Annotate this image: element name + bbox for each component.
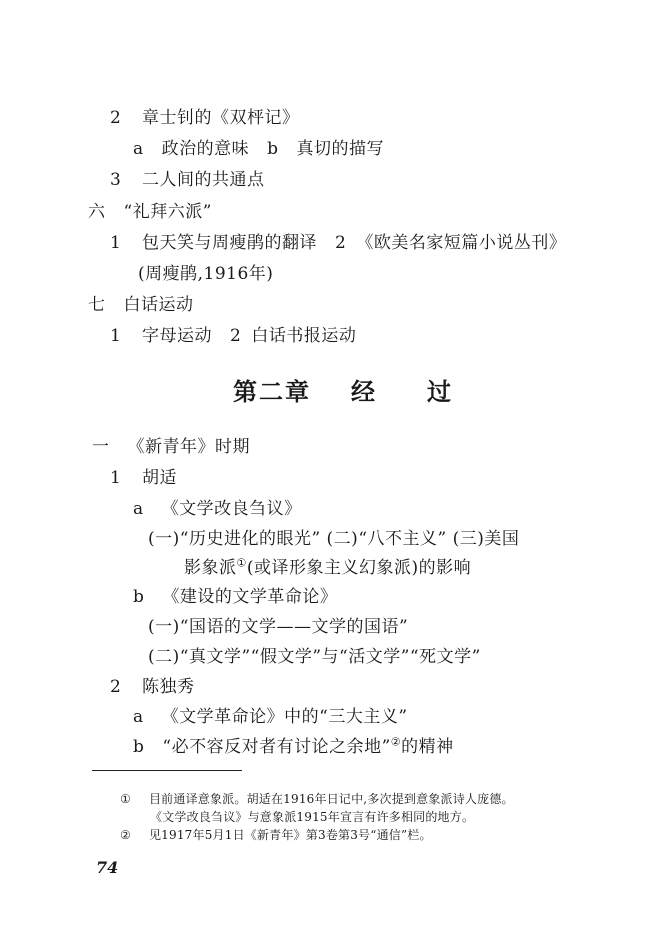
item-text: 《欧美名家短篇小说丛刊》	[356, 233, 567, 253]
chapter-subitem-a-detail-cont	[184, 553, 471, 578]
outline-section-7	[88, 290, 194, 315]
chapter-subitem-chen-a	[133, 702, 408, 727]
chapter-number: 第二章	[233, 377, 311, 406]
item-letter: a	[133, 139, 144, 159]
item-text: (或译形象主义幻象派)的影响	[246, 558, 472, 578]
footnote-2	[120, 826, 432, 843]
outline-item-6-continuation	[138, 259, 273, 284]
item-number: 2	[110, 677, 122, 697]
section-text: 白话运动	[123, 295, 194, 315]
outline-subitems-a-b	[133, 134, 384, 159]
item-text: 《文学革命论》中的“三大主义”	[161, 707, 408, 727]
item-number: 2	[110, 108, 122, 128]
item-text: 字母运动	[142, 326, 212, 346]
footnote-text: 《文学改良刍议》与意象派1915年宣言有许多相同的地方。	[150, 810, 475, 824]
item-number: 1	[110, 233, 122, 253]
outline-item-3	[110, 165, 265, 190]
footnote-1	[120, 790, 514, 807]
item-text: 包天笑与周瘦鹃的翻译	[142, 233, 317, 253]
item-number: 1	[110, 326, 122, 346]
footnote-text: 见1917年5月1日《新青年》第3卷第3号“通信”栏。	[148, 828, 432, 842]
item-text: 章士钊的《双枰记》	[142, 108, 300, 128]
section-text: 《新青年》时期	[127, 437, 250, 457]
chapter-subitem-b	[133, 582, 337, 607]
item-number: 2	[335, 233, 347, 253]
page-number: 74	[96, 858, 119, 877]
item-text: 二人间的共通点	[142, 170, 265, 190]
item-text: 的精神	[401, 737, 454, 757]
section-number: 七	[88, 295, 106, 315]
item-letter: a	[133, 499, 144, 519]
footnote-mark: ①	[120, 792, 131, 806]
footnote-text: 目前通译意象派。胡适在1916年日记中,多次提到意象派诗人庞德。	[148, 792, 514, 806]
item-text: (二)“真文学”“假文学”与“活文学”“死文学”	[148, 647, 481, 667]
item-text: 白话书报运动	[251, 326, 357, 346]
item-text: 政治的意味	[161, 139, 250, 159]
chapter-title-char: 过	[427, 377, 453, 406]
section-number: 一	[92, 437, 110, 457]
chapter-title-char: 经	[351, 377, 377, 406]
outline-item-2	[110, 103, 300, 128]
chapter-item-chen-duxiu	[110, 672, 195, 697]
item-text: (周瘦鹃,1916年)	[138, 264, 274, 284]
item-number: 3	[110, 170, 122, 190]
item-text: “必不容反对者有讨论之余地”	[162, 737, 391, 757]
section-text: “礼拜六派”	[123, 202, 212, 222]
item-text: 真切的描写	[296, 139, 385, 159]
item-letter: b	[133, 587, 145, 607]
footnote-1-continuation	[150, 808, 474, 825]
item-text: 《建设的文学革命论》	[162, 587, 338, 607]
item-text: 影象派	[184, 558, 237, 578]
item-letter: b	[267, 139, 279, 159]
footnote-divider	[92, 770, 242, 771]
chapter-subitem-b-detail-1	[148, 612, 408, 637]
section-number: 六	[88, 202, 106, 222]
item-text: 陈独秀	[142, 677, 195, 697]
item-letter: b	[133, 737, 145, 757]
chapter-item-hu-shi	[110, 463, 177, 488]
chapter-section-1	[92, 432, 250, 457]
item-text: (一)“历史进化的眼光” (二)“八不主义” (三)美国	[148, 529, 520, 549]
outline-section-6	[88, 197, 212, 222]
footnote-mark: ②	[390, 735, 402, 749]
item-text: 胡适	[142, 468, 177, 488]
item-text: (一)“国语的文学——文学的国语”	[148, 617, 409, 637]
item-letter: a	[133, 707, 144, 727]
chapter-subitem-b-detail-2	[148, 642, 481, 667]
outline-item-7-1	[110, 321, 356, 346]
item-text: 《文学改良刍议》	[161, 499, 302, 519]
item-number: 2	[230, 326, 242, 346]
chapter-subitem-a-detail	[148, 524, 519, 549]
chapter-subitem-a	[133, 494, 302, 519]
footnote-mark: ②	[120, 828, 131, 842]
footnote-mark: ①	[236, 556, 247, 570]
chapter-heading	[233, 372, 453, 407]
chapter-subitem-chen-b	[133, 732, 454, 757]
outline-item-6-1	[110, 228, 566, 253]
item-number: 1	[110, 468, 122, 488]
